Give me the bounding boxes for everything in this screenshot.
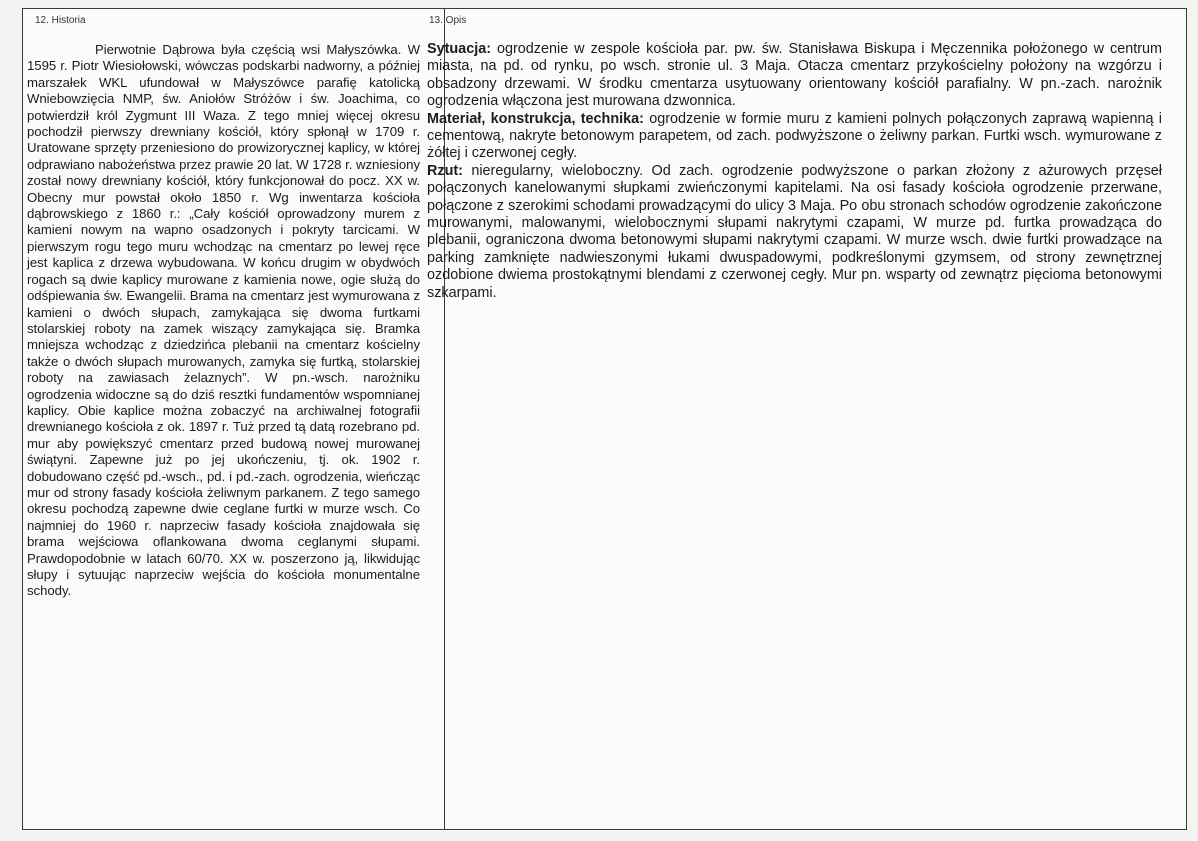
description-heading: 13. Opis (429, 15, 467, 26)
material-text: ogrodzenie w formie muru z kamieni polnych połączonych zaprawą wapienną i cementową, nakryte betonowym parapetem, od zach. podwyższone o żeliwny parkan. Furtki wsch. wymurowane z żółtej i czerwonej cegły. (427, 110, 1163, 162)
plan-paragraph (427, 163, 1162, 302)
material-label: Materiał, konstrukcja, technika: (427, 110, 644, 127)
plan-text: nieregularny, wieloboczny. Od zach. ogrodzenie podwyższone o parkan złożony z ażurowych przęseł połączonych kanelowanymi słupkami zwieńczonymi kapitelami. Na osi fasady kościoła ogrodzenie przerwane, połączone z szerokimi schodami prowadzącymi do ulicy 3 Maja. Po obu stronach schodów ogrodzenie zakończone murowanymi, malowanymi, wielobocznymi słupami nakrytymi czapami, W murze pd. furtka prowadząca do plebanii, ograniczona dwoma betonowymi słupami nakrytymi czapami. W murze wsch. dwie furtki prowadzące na parking zamknięte nadwieszonymi łukami dwuspadowymi, podkreślonymi gzymsem, od strony zewnętrznej ozdobione dwiema prostokątnymi blendami z czerwonej cegły. Mur pn. wsparty od zewnątrz pięcioma betonowymi szkarpami. (427, 162, 1162, 301)
document-frame (22, 8, 1187, 830)
history-heading: 12. Historia (35, 15, 86, 26)
material-paragraph (427, 111, 1162, 163)
history-text: Pierwotnie Dąbrowa była częścią wsi Małyszówka. W 1595 r. Piotr Wiesiołowski, wówczas podskarbi nadworny, a później marszałek WKL ufundował w Małyszówce parafię katolicką Wniebowzięcia NMP, św. Aniołów Stróżów i św. Joachima, co potwierdził król Zygmunt III Waza. Z tego mniej więcej okresu pochodził pierwszy drewniany kościół, który spłonął w 1709 r. Uratowane sprzęty przeniesiono do prowizorycznej kaplicy, w której odprawiano nabożeństwa przez prawie 20 lat. W 1728 r. wzniesiony został nowy drewniany kościół, który funkcjonował do pocz. XX w. Obecny mur powstał około 1850 r. Wg inwentarza kościoła dąbrowskiego z 1860 r.: „Cały kościół oprowadzony murem z kamieni nowym na wapno osadzonych i pokryty tarcicami. W pierwszym rogu tego muru wchodząc na cmentarz po lewej ręce jest kaplica z drzewa wybudowana. W końcu drugim w obydwóch rogach są dwie kaplicy murowane z kamienia nowe, ogie służą do odśpiewania św. Ewangelii. Brama na cmentarz jest wymurowana z kamieni o dwóch słupach, zamykająca się dwoma furtkami stolarskiej roboty na zamek wiszący zamykająca się. Bramka mniejsza wchodząc z dziedzińca plebanii na cmentarz kościelny także o dwóch słupach murowanych, zamyka się furtką, stolarskiej roboty na zawiasach żelaznych”. W pn.-wsch. narożniku ogrodzenia widoczne są do dziś resztki fundamentów wspomnianej kaplicy. Obie kaplice można zobaczyć na archiwalnej fotografii drewnianego kościoła z ok. 1897 r. Tuż przed tą datą rozebrano pd. mur aby powiększyć cmentarz przed budową nowej murowanej świątyni. Zapewne już po jej ukończeniu, tj. ok. 1902 r. dobudowano część pd.-wsch., pd. i pd.-zach. ogrodzenia, wieńcząc mur od strony fasady kościoła żeliwnym parkanem. Z tego samego okresu pochodzą zapewne dwie ceglane furtki w murze wsch. Co najmniej do 1960 r. naprzeciw fasady kościoła znajdowała się brama wejściowa oflankowana dwoma ceglanymi słupami. Prawdopodobnie w latach 60/70. XX w. poszerzono ją, likwidując słupy i sytuując naprzeciw wejścia do kościoła monumentalne schody. (27, 42, 420, 599)
situation-text: ogrodzenie w zespole kościoła par. pw. św. Stanisława Biskupa i Męczennika położonego w centrum miasta, na pd. od rynku, po wsch. stronie ul. 3 Maja. Otacza cmentarz przykościelny położony na wzgórzu i obsadzony drzewami. W środku cmentarza usytuowany orientowany kościół parafialny. W pn.-zach. narożnik ogrodzenia włączona jest murowana dzwonnica. (427, 41, 1162, 110)
plan-label: Rzut: (427, 162, 463, 179)
description-text (427, 41, 1162, 302)
situation-paragraph (427, 41, 1162, 111)
situation-label: Sytuacja: (427, 41, 491, 57)
